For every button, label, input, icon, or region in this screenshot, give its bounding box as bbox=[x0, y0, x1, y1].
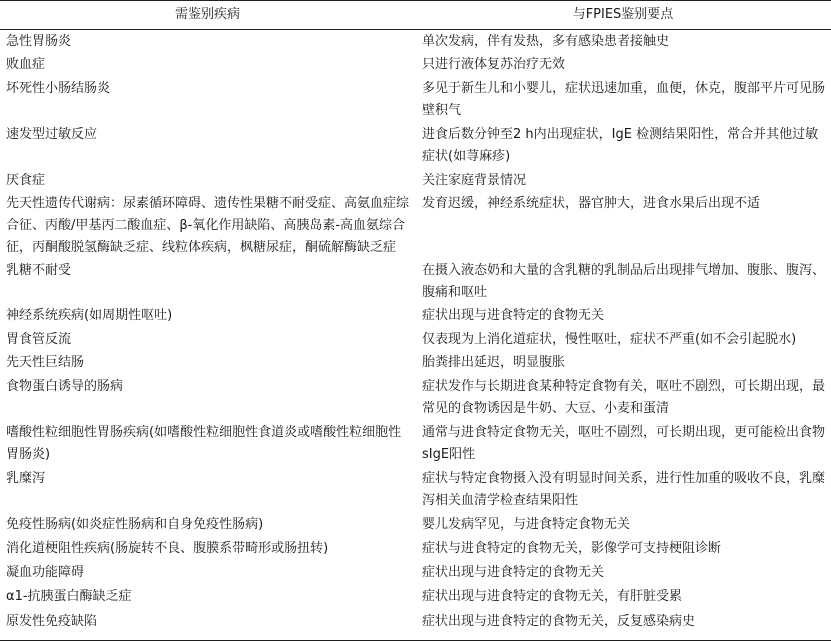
disease-cell: 先天性巨结肠 bbox=[6, 355, 85, 370]
disease-cell: α1-抗胰蛋白酶缺乏症 bbox=[6, 589, 132, 604]
disease-cell: 乳糜泻 bbox=[6, 471, 46, 486]
disease-cell: 急性胃肠炎 bbox=[6, 34, 72, 49]
point-cell: 胎粪排出延迟，明显腹胀 bbox=[422, 355, 566, 370]
point-cell: 进食后数分钟至2 h内出现症状，IgE 检测结果阳性，常合并其他过敏症状(如荨麻疹) bbox=[422, 127, 819, 164]
point-cell: 只进行液体复苏治疗无效 bbox=[422, 57, 566, 72]
point-cell: 关注家庭背景情况 bbox=[422, 173, 527, 188]
point-cell: 症状出现与进食特定的食物无关，反复感染病史 bbox=[422, 614, 696, 629]
point-cell: 通常与进食特定食物无关，呕吐不剧烈，可长期出现，更可能检出食物sIgE阳性 bbox=[422, 425, 826, 462]
header-disease: 需鉴别疾病 bbox=[174, 7, 240, 22]
point-cell: 在摄入液态奶和大量的含乳糖的乳制品后出现排气增加、腹胀、腹泻、腹痛和呕吐 bbox=[422, 263, 826, 300]
point-cell: 仅表现为上消化道症状，慢性呕吐，症状不严重(如不会引起脱水) bbox=[422, 332, 797, 347]
disease-cell: 坏死性小肠结肠炎 bbox=[6, 81, 111, 96]
disease-cell: 乳糖不耐受 bbox=[6, 263, 72, 278]
point-cell: 多见于新生儿和小婴儿，症状迅速加重，血便，休克，腹部平片可见肠壁积气 bbox=[422, 81, 826, 118]
point-cell: 单次发病，伴有发热，多有感染患者接触史 bbox=[422, 34, 670, 49]
disease-cell: 败血症 bbox=[6, 57, 46, 72]
disease-cell: 凝血功能障碍 bbox=[6, 565, 85, 580]
disease-cell: 消化道梗阻性疾病(肠旋转不良、腹膜系带畸形或肠扭转) bbox=[6, 541, 329, 556]
disease-cell: 胃食管反流 bbox=[6, 332, 72, 347]
point-cell: 症状发作与长期进食某种特定食物有关，呕吐不剧烈，可长期出现，最常见的食物诱因是牛奶、大豆、小麦和蛋清 bbox=[422, 379, 826, 416]
disease-cell: 原发性免疫缺陷 bbox=[6, 614, 98, 629]
disease-cell: 速发型过敏反应 bbox=[6, 127, 98, 142]
point-cell: 症状出现与进食特定的食物无关 bbox=[422, 565, 605, 580]
disease-cell: 神经系统疾病(如周期性呕吐) bbox=[6, 308, 173, 323]
disease-cell: 厌食症 bbox=[6, 173, 46, 188]
point-cell: 婴儿发病罕见，与进食特定食物无关 bbox=[422, 517, 631, 532]
point-cell: 症状与特定食物摄入没有明显时间关系，进行性加重的吸收不良，乳糜泻相关血清学检查结果阳性 bbox=[422, 471, 826, 508]
table-header bbox=[0, 0, 831, 30]
point-cell: 症状出现与进食特定的食物无关，有肝脏受累 bbox=[422, 589, 683, 604]
point-cell: 症状与进食特定的食物无关，影像学可支持梗阻诊断 bbox=[422, 541, 722, 556]
disease-cell: 食物蛋白诱导的肠病 bbox=[6, 379, 124, 394]
disease-cell: 嗜酸性粒细胞性胃肠疾病(如嗜酸性粒细胞性食道炎或嗜酸性粒细胞性胃肠炎) bbox=[6, 425, 402, 462]
disease-cell: 免疫性肠病(如炎症性肠病和自身免疫性肠病) bbox=[6, 517, 264, 532]
disease-cell: 先天性遗传代谢病：尿素循环障碍、遗传性果糖不耐受症、高氨血症综合征、丙酸/甲基丙二酸血症、β-氧化作用缺陷、高胰岛素-高血氨综合征，丙酮酸脱氢酶缺乏症、线粒体疾病，枫糖尿症，酮硫解酶缺乏症 bbox=[6, 196, 410, 255]
header-differentiation-points: 与FPIES鉴别要点 bbox=[572, 7, 674, 22]
table-bottom-rule bbox=[0, 640, 831, 641]
point-cell: 发育迟缓，神经系统症状，器官肿大，进食水果后出现不适 bbox=[422, 196, 761, 211]
point-cell: 症状出现与进食特定的食物无关 bbox=[422, 308, 605, 323]
